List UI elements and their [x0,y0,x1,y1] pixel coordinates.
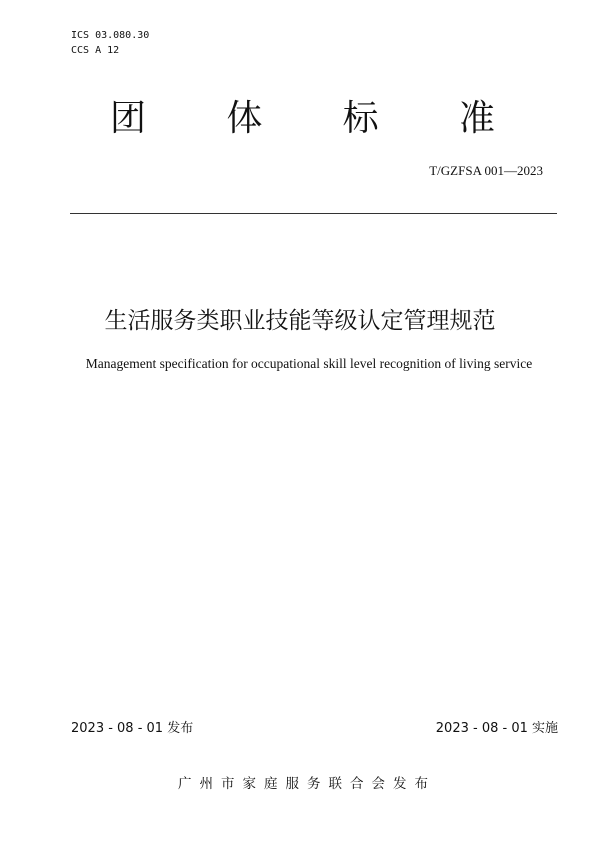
title-char: 体 [226,98,263,139]
title-char: 准 [458,98,495,139]
document-title-english: Management specification for occupational skill level recognition of living service [85,356,533,371]
standard-type-title [110,95,495,143]
document-title-chinese: 生活服务类职业技能等级认定管理规范 [104,308,496,334]
standard-number: T/GZFSA 001—2023 [429,163,543,178]
implementation-date: 2023 - 08 - 01 实施 [435,721,558,736]
publisher: 广州市家庭服务联合会发布 [178,776,436,792]
header-divider [70,213,557,214]
classification-codes [71,28,149,58]
issue-date: 2023 - 08 - 01 发布 [71,721,194,736]
ccs-code: CCS A 12 [71,45,120,56]
ics-code: ICS 03.080.30 [71,30,150,41]
title-char: 标 [342,98,379,139]
title-char: 团 [110,98,147,139]
